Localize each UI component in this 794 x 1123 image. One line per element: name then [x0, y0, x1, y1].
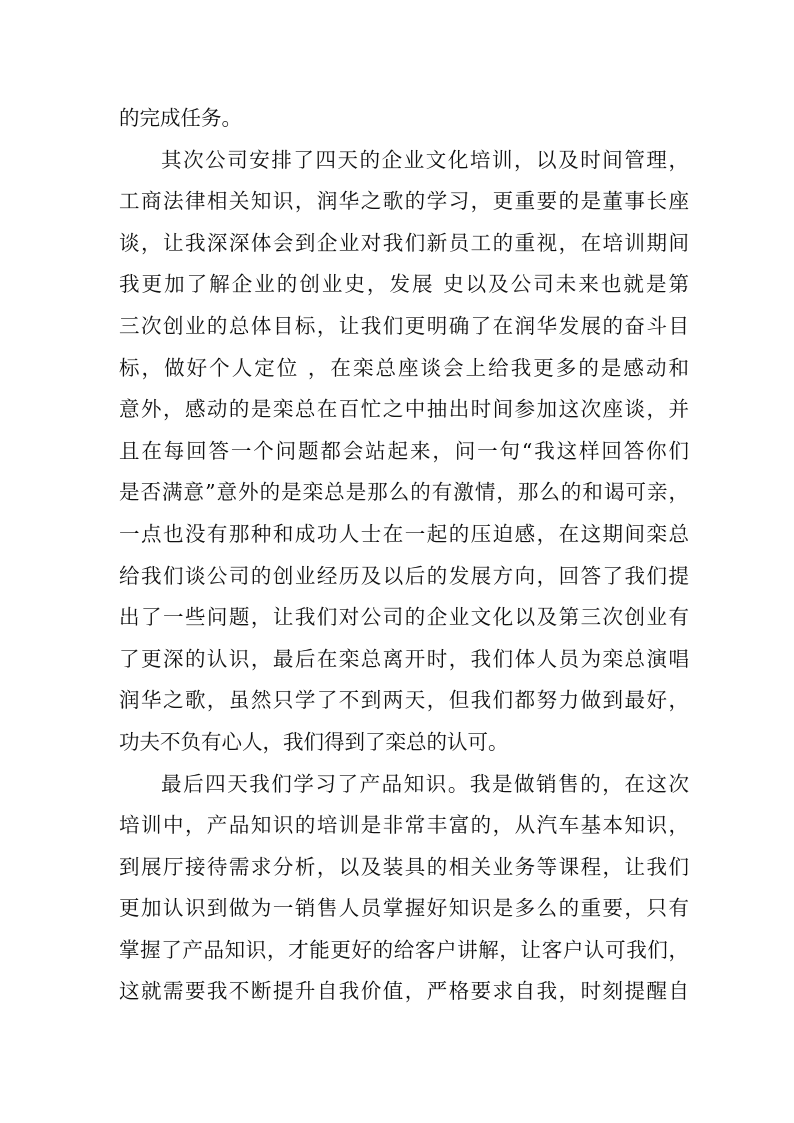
text-line: 是否满意”意外的是栾总是那么的有激情，那么的和谒可亲，: [119, 480, 689, 505]
text-line: 功夫不负有心人，我们得到了栾总的认可。: [119, 729, 509, 754]
text-line: 出了一些问题，让我们对公司的企业文化以及第三次创业有: [119, 605, 689, 630]
text-line: 标，做好个人定位 ，在栾总座谈会上给我更多的是感动和: [119, 355, 689, 380]
text-line: 最后四天我们学习了产品知识。我是做销售的，在这次: [161, 771, 689, 796]
text-line: 意外，感动的是栾总在百忙之中抽出时间参加这次座谈，并: [119, 397, 689, 422]
text-line: 培训中，产品知识的培训是非常丰富的，从汽车基本知识，: [119, 813, 689, 838]
body-text: [119, 98, 689, 1013]
text-line: 这就需要我不断提升自我价值，严格要求自我，时刻提醒自: [119, 979, 689, 1004]
text-line: 我更加了解企业的创业史，发展 史以及公司未来也就是第: [119, 272, 689, 297]
text-line: 谈，让我深深体会到企业对我们新员工的重视，在培训期间: [119, 230, 689, 255]
text-line: 润华之歌，虽然只学了不到两天，但我们都努力做到最好，: [119, 688, 689, 713]
text-line: 了更深的认识，最后在栾总离开时，我们体人员为栾总演唱: [119, 646, 689, 671]
text-line: 工商法律相关知识，润华之歌的学习，更重要的是董事长座: [119, 189, 689, 214]
text-line: 更加认识到做为一销售人员掌握好知识是多么的重要，只有: [119, 896, 689, 921]
text-line: 一点也没有那种和成功人士在一起的压迫感，在这期间栾总: [119, 521, 689, 546]
text-line: 的完成任务。: [119, 106, 242, 130]
text-line: 掌握了产品知识，才能更好的给客户讲解，让客户认可我们，: [119, 937, 689, 962]
text-line: 其次公司安排了四天的企业文化培训，以及时间管理，: [161, 147, 689, 172]
text-line: 三次创业的总体目标，让我们更明确了在润华发展的奋斗目: [119, 313, 689, 338]
text-line: 给我们谈公司的创业经历及以后的发展方向，回答了我们提: [119, 563, 689, 588]
text-line: 到展厅接待需求分析，以及装具的相关业务等课程，让我们: [119, 854, 689, 879]
text-line: 且在每回答一个问题都会站起来，问一句“我这样回答你们: [119, 438, 689, 463]
